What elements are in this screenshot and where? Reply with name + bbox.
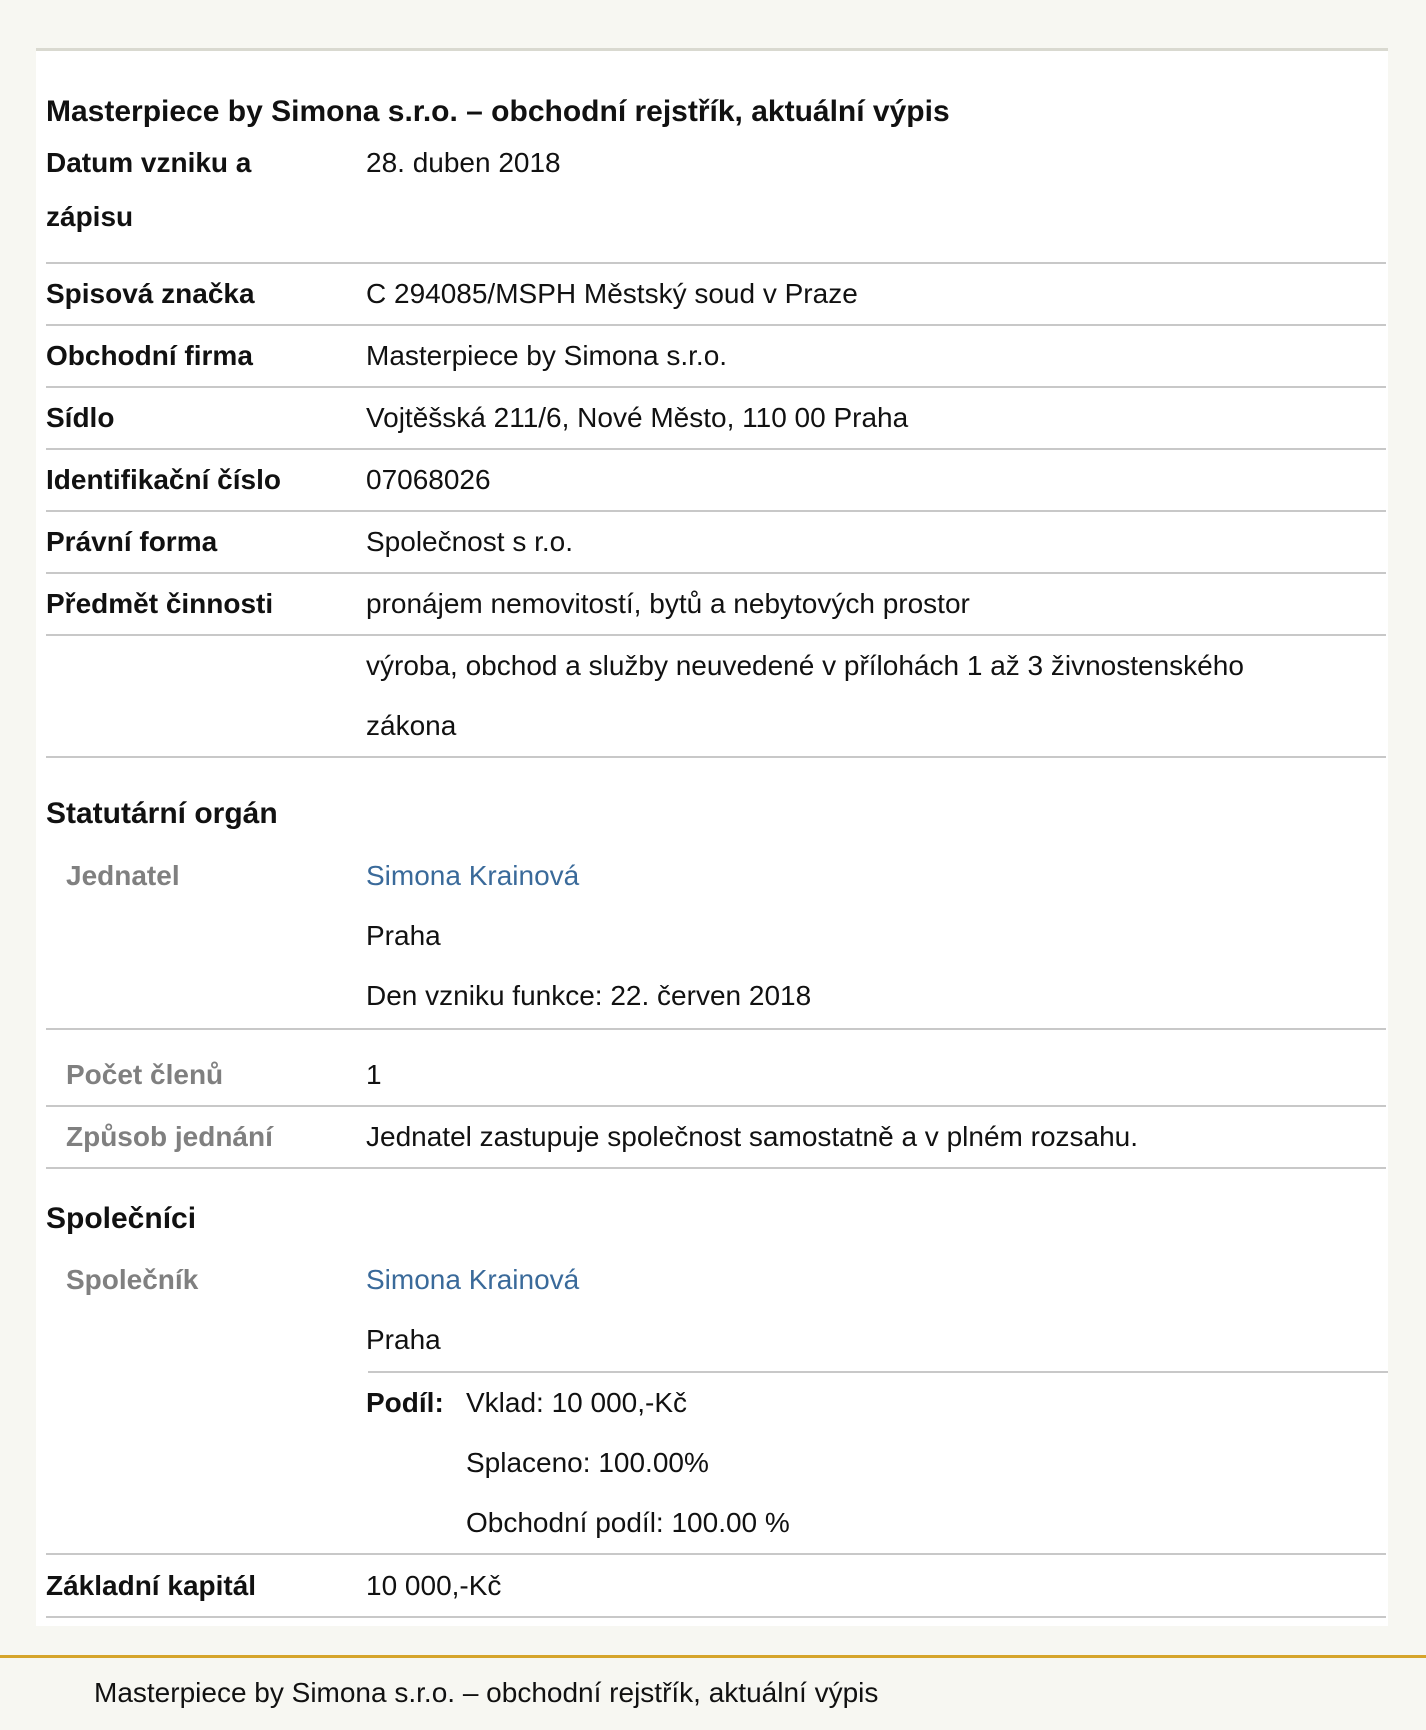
row-value: pronájem nemovitostí, bytů a nebytových prostor bbox=[366, 588, 970, 619]
row-label-line2: zápisu bbox=[46, 201, 134, 232]
row-partner bbox=[46, 1250, 1386, 1555]
person-link[interactable]: Simona Krainová bbox=[366, 1264, 580, 1295]
row-member-count bbox=[46, 1045, 1386, 1107]
function-since: Den vzniku funkce: 22. červen 2018 bbox=[366, 980, 812, 1011]
paid: Splaceno: 100.00% bbox=[466, 1447, 709, 1478]
section-heading-statutory: Statutární orgán bbox=[46, 797, 278, 830]
row-value: C 294085/MSPH Městský soud v Praze bbox=[366, 278, 858, 309]
row-label: Počet členů bbox=[66, 1059, 224, 1090]
row-value bbox=[366, 846, 811, 1026]
row-legal-form bbox=[46, 512, 1386, 574]
row-date-of-registration bbox=[46, 136, 1386, 264]
section-heading-partners: Společníci bbox=[46, 1202, 197, 1235]
row-label-line1: Datum vzniku a bbox=[46, 147, 252, 178]
row-label: Sídlo bbox=[46, 402, 115, 433]
row-label: Společník bbox=[66, 1264, 199, 1295]
row-business-activity-2 bbox=[46, 636, 1386, 758]
row-value-line1: výroba, obchod a služby neuvedené v přílohách 1 až 3 živnostenského bbox=[366, 650, 1244, 681]
row-value: Masterpiece by Simona s.r.o. bbox=[366, 340, 728, 371]
row-value: Společnost s r.o. bbox=[366, 526, 574, 557]
row-label: Základní kapitál bbox=[46, 1570, 257, 1601]
row-label: Předmět činnosti bbox=[46, 588, 274, 619]
page-title: Masterpiece by Simona s.r.o. – obchodní rejstřík, aktuální výpis bbox=[46, 95, 950, 128]
row-managing-director bbox=[46, 846, 1386, 1030]
business-share: Obchodní podíl: 100.00 % bbox=[466, 1507, 790, 1538]
person-city: Praha bbox=[366, 920, 441, 951]
row-label: Způsob jednání bbox=[66, 1121, 273, 1152]
share-label: Podíl: bbox=[366, 1387, 444, 1418]
register-extract-card bbox=[36, 48, 1388, 1626]
row-identification-number bbox=[46, 450, 1386, 512]
row-value: Jednatel zastupuje společnost samostatně a v plném rozsahu. bbox=[366, 1121, 1139, 1152]
row-label bbox=[46, 136, 251, 244]
person-link[interactable]: Simona Krainová bbox=[366, 860, 580, 891]
row-label: Obchodní firma bbox=[46, 340, 253, 371]
footer-accent-bar bbox=[0, 1655, 1426, 1658]
deposit: Vklad: 10 000,-Kč bbox=[466, 1387, 688, 1418]
share-details bbox=[466, 1373, 790, 1553]
row-value: 10 000,-Kč bbox=[366, 1570, 502, 1601]
footer-title: Masterpiece by Simona s.r.o. – obchodní rejstřík, aktuální výpis bbox=[94, 1677, 879, 1708]
row-label: Právní forma bbox=[46, 526, 218, 557]
person-city: Praha bbox=[366, 1324, 441, 1355]
row-value bbox=[366, 636, 1244, 756]
row-value: Vojtěšská 211/6, Nové Město, 110 00 Praha bbox=[366, 402, 909, 433]
row-value bbox=[366, 1250, 579, 1370]
row-label: Identifikační číslo bbox=[46, 464, 281, 495]
row-acting-manner bbox=[46, 1107, 1386, 1169]
row-registered-office bbox=[46, 388, 1386, 450]
row-value-line2: zákona bbox=[366, 710, 457, 741]
row-registered-capital bbox=[46, 1556, 1386, 1618]
row-value: 07068026 bbox=[366, 464, 491, 495]
row-label: Spisová značka bbox=[46, 278, 255, 309]
row-business-activity bbox=[46, 574, 1386, 636]
row-value: 1 bbox=[366, 1059, 382, 1090]
row-label: Jednatel bbox=[66, 860, 180, 891]
row-company-name bbox=[46, 326, 1386, 388]
row-file-number bbox=[46, 264, 1386, 326]
row-value: 28. duben 2018 bbox=[366, 147, 561, 178]
